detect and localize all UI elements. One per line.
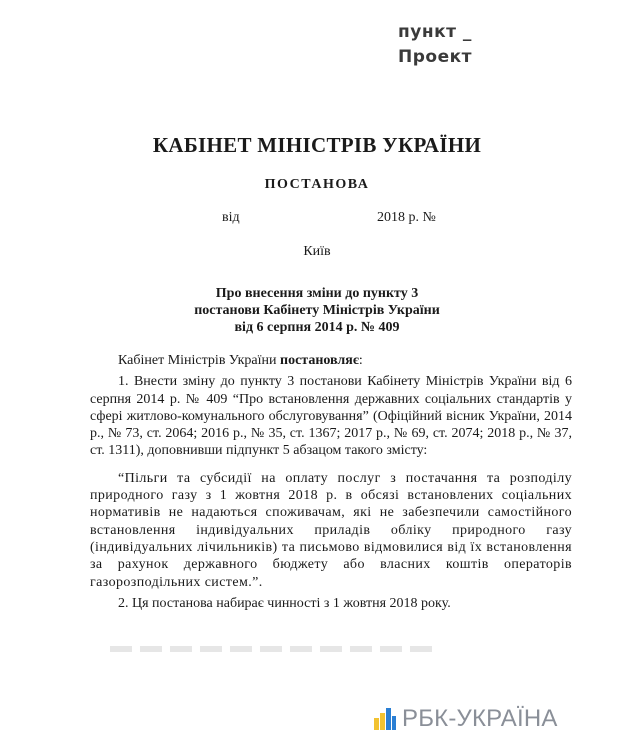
paragraph-item-2: 2. Ця постанова набирає чинності з 1 жовтня 2018 року. [118,595,451,611]
draft-stamp [398,20,472,70]
date-prefix: від [222,210,240,225]
document-type: ПОСТАНОВА [264,177,370,192]
paragraph-item-1: 1. Внести зміну до пункту 3 постанови Кабінету Міністрів України від 6 серпня 2014 р. № 409 “Про встановлення державних соціальних стандартів у сфері житлово-комунального обслуговування” (Офіційний вісник України, 2014 р., № 73, ст. 2064; 2016 р., № 35, ст. 1367; 2017 р., № 69, ст. 2074; 2018 р., № 37, ст. 1311), доповнивши підпункт 5 абзацом такого змісту: [90,374,572,459]
document-body [90,352,572,612]
intro-text: Кабінет Міністрів України [118,353,280,368]
quoted-paragraph: “Пільги та субсидії на оплату послуг з постачання та розподілу природного газу з 1 жовтня 2018 р. в обсязі встановлених соціальних нормативів не надаються споживачам, які не забезпечили самостійного встановлення індивідуальних приладів обліку природного газу (індивідуальних лічильників) та письмово відмовилися від їх встановлення за рахунок державного бюджету або власних коштів операторів газорозподільних систем.”. [90,470,572,590]
watermark-text: РБК-УКРАЇНА [402,705,558,732]
resolution-heading [0,285,634,336]
stamp-line-draft: Проект [398,47,472,67]
rbc-logo-icon [374,708,396,730]
heading-line-1: Про внесення зміни до пункту 3 [215,286,419,301]
city-name: Київ [303,244,331,259]
faded-text-line [110,646,440,652]
watermark-logo [374,705,558,733]
intro-end: : [358,353,363,368]
page-title: КАБІНЕТ МІНІСТРІВ УКРАЇНИ [152,133,482,157]
intro-paragraph [90,352,572,369]
intro-bold: постановляє [280,353,359,368]
heading-line-3: від 6 серпня 2014 р. № 409 [234,320,400,335]
stamp-line-point: пункт _ [398,22,472,42]
heading-line-2: постанови Кабінету Міністрів України [194,303,440,318]
date-number: 2018 р. № [377,210,436,225]
